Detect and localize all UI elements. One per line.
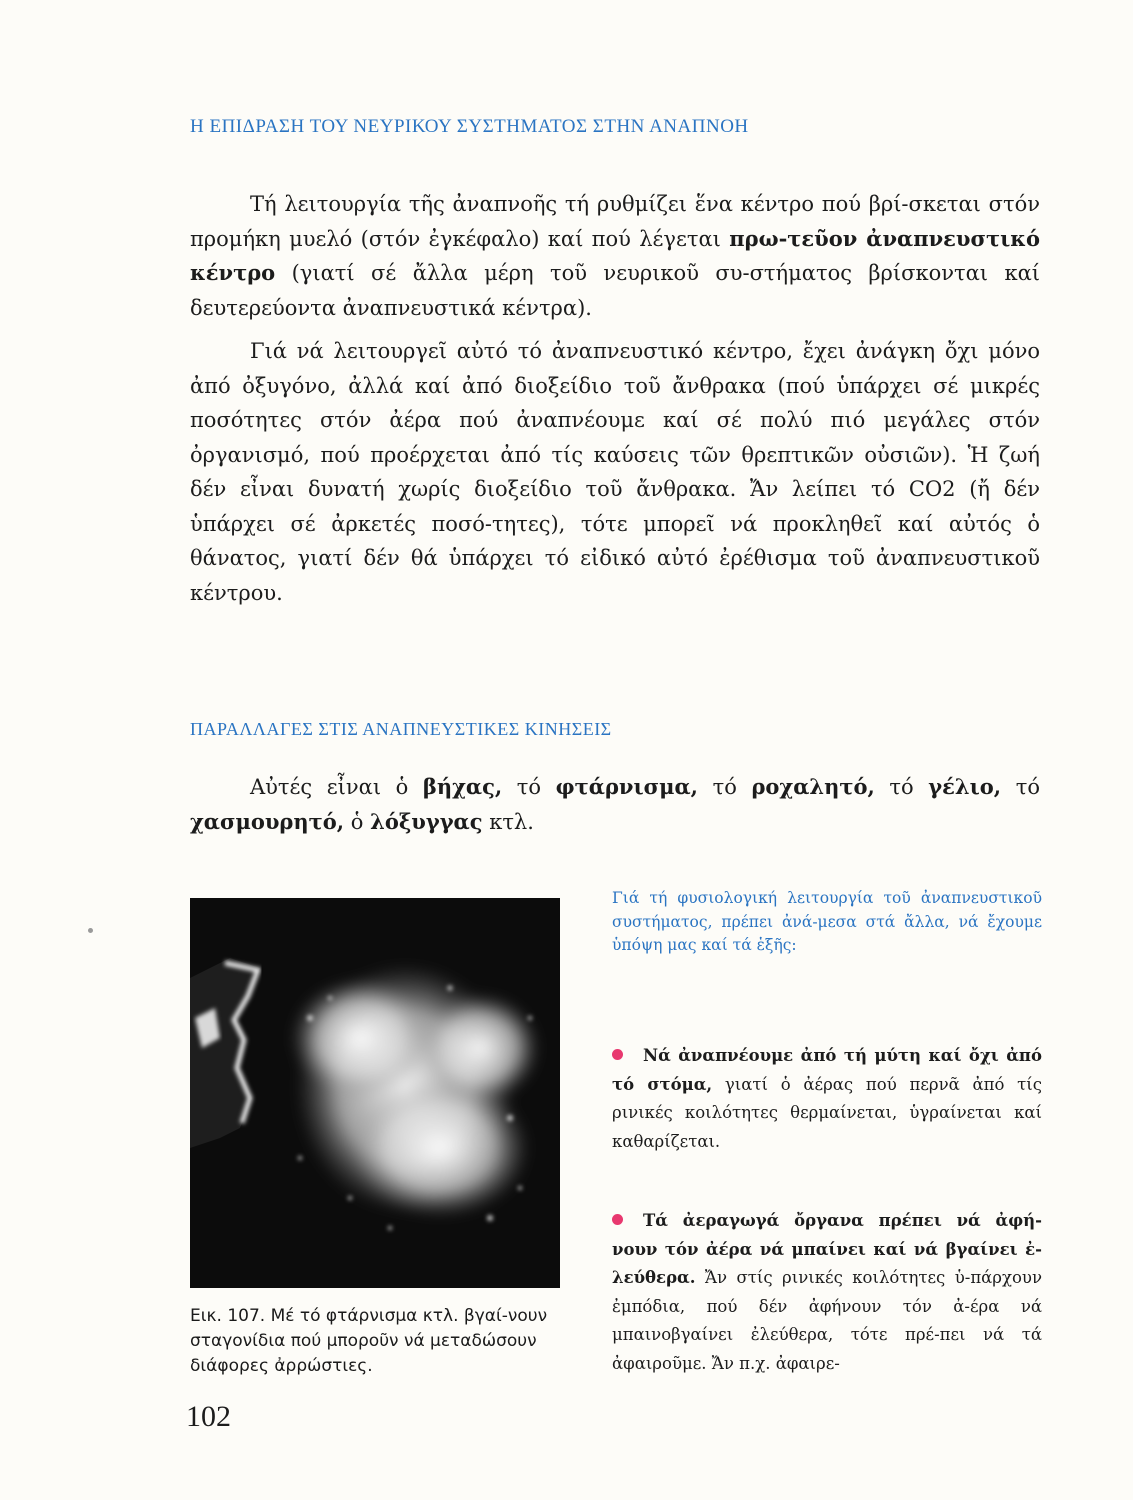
- paragraph-text: Τή λειτουργία τῆς ἀναπνοῆς τή ρυθμίζει ἕνα κέντρο πού βρί-σκεται στόν προμήκη μυελό (στόν ἐγκέφαλο) καί πού λέγεται: [190, 192, 1040, 251]
- bullet-text: Ἄν στίς ρινικές κοιλότητες ὑ-πάρχουν ἐμπόδια, πού δέν ἀφήνουν τόν ἀ-έρα νά μπαινοβγαίνει ἐλεύθερα, τότε πρέ-πει νά τά ἀφαιροῦμε. Ἄν π.χ. ἀφαιρε-: [612, 1268, 1042, 1373]
- paragraph-respiratory-center: [190, 187, 1040, 325]
- sidebar-bullet-airways: [612, 1207, 1042, 1378]
- term-hiccup: λόξυγγας: [370, 808, 483, 834]
- bullet-dot-icon: [612, 1214, 623, 1225]
- sidebar-intro: Γιά τή φυσιολογική λειτουργία τοῦ ἀναπνευστικοῦ συστήματος, πρέπει ἀνά-μεσα στά ἄλλα, νά ἔχουμε ὑπόψη μας καί τά ἑξῆς:: [612, 889, 1042, 954]
- margin-dot: [88, 928, 93, 933]
- bullet-bold-text: Τά ἀεραγωγά ὄργανα πρέπει νά ἀφή-νουν τόν ἀέρα νά μπαίνει καί νά βγαίνει ἐ-λεύθερα.: [612, 1211, 1042, 1287]
- text: Αὐτές εἶναι ὁ: [250, 775, 423, 799]
- sneeze-illustration: [190, 898, 560, 1288]
- text: τό: [697, 775, 752, 799]
- text: τό: [502, 775, 556, 799]
- term-snore: ροχαλητό,: [751, 774, 875, 799]
- bullet-text: γιατί ὁ ἀέρας πού περνᾶ ἀπό τίς ρινικές κοιλότητες θερμαίνεται, ὑγραίνεται καί καθαρίζεται.: [612, 1074, 1042, 1151]
- section-heading-nervous-system: Η ΕΠΙΔΡΑΣΗ ΤΟΥ ΝΕΥΡΙΚΟΥ ΣΥΣΤΗΜΑΤΟΣ ΣΤΗΝ ΑΝΑΠΝΟΗ: [190, 116, 749, 137]
- term-yawn: χασμουρητό,: [190, 808, 345, 834]
- bold-term-primary-center: πρω-τεῦον ἀναπνευστικό κέντρο: [190, 225, 1041, 285]
- paragraph-carbon-dioxide: Γιά νά λειτουργεῖ αὐτό τό ἀναπνευστικό κέντρο, ἔχει ἀνάγκη ὄχι μόνο ἀπό ὀξυγόνο, ἀλλά καί ἀπό διοξείδιο τοῦ ἄνθρακα (πού ὑπάρχει σέ μικρές ποσότητες στόν ἀέρα πού ἀναπνέουμε καί σέ πολύ πιό μεγάλες στόν ὀργανισμό, πού προέρχεται ἀπό τίς καύσεις τῶν θρεπτικῶν οὐσιῶν). Ἡ ζωή δέν εἶναι δυνατή χωρίς διοξείδιο τοῦ ἄνθρακα. Ἄν λείπει τό CO2 (ἤ δέν ὑπάρχει σέ ἀρκετές ποσό-τητες), τότε μπορεῖ νά προκληθεῖ καί αὐτός ὁ θάνατος, γιατί δέν θά ὑπάρχει τό εἰδικό αὐτό ἐρέθισμα τοῦ ἀναπνευστικοῦ κέντρου.: [190, 339, 1040, 605]
- sneeze-photo: [190, 898, 560, 1288]
- text: τό: [1001, 775, 1040, 799]
- text: ὁ: [344, 809, 371, 834]
- sidebar-bullet-nose-breathing: [612, 1042, 1042, 1156]
- bullet-bold-text: Νά ἀναπνέουμε ἀπό τή μύτη καί ὄχι ἀπό τό στόμα,: [612, 1046, 1042, 1094]
- term-laugh: γέλιο,: [928, 774, 1002, 799]
- section-heading-variations: ΠΑΡΑΛΛΑΓΕΣ ΣΤΙΣ ΑΝΑΠΝΕΥΣΤΙΚΕΣ ΚΙΝΗΣΕΙΣ: [190, 719, 612, 739]
- text: τό: [874, 775, 929, 799]
- term-cough: βήχας,: [422, 774, 503, 799]
- bullet-dot-icon: [612, 1049, 623, 1060]
- term-sneeze: φτάρνισμα,: [555, 774, 698, 799]
- figure-caption: Εικ. 107. Μέ τό φτάρνισμα κτλ. βγαί-νουν σταγονίδια πού μποροῦν νά μεταδώσουν διάφορες ἀρρώστιες.: [190, 1306, 548, 1376]
- paragraph-text: (γιατί σέ ἄλλα μέρη τοῦ νευρικοῦ συ-στήματος βρίσκονται καί δευτερεύοντα ἀναπνευστικά κέντρα).: [190, 261, 1040, 320]
- paragraph-breathing-variations: [190, 770, 1040, 839]
- text: κτλ.: [482, 809, 534, 834]
- page-number: 102: [186, 1400, 231, 1433]
